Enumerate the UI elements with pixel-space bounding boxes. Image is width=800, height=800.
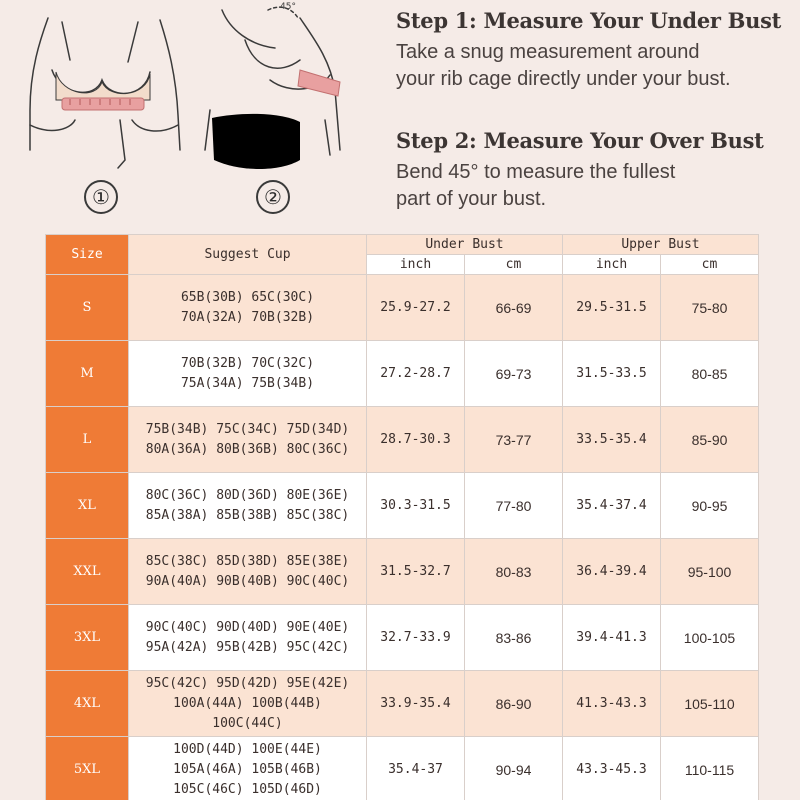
cup-line: 100C(44C) — [212, 715, 283, 731]
step-1-description-line: your rib cage directly under your bust. — [396, 68, 731, 90]
suggest-cup-cell — [129, 407, 367, 473]
upper-bust-inch: 43.3-45.3 — [563, 737, 661, 800]
cup-line: 90C(40C) 90D(40D) 90E(40E) — [145, 619, 350, 635]
cup-line: 70B(32B) 70C(32C) — [180, 355, 315, 371]
size-label: M — [46, 341, 129, 407]
header-under-bust: Under Bust — [367, 235, 563, 255]
step-1-description-line: Take a snug measurement around — [396, 41, 700, 63]
cup-line: 90A(40A) 90B(40B) 90C(40C) — [145, 573, 350, 589]
step-1-description — [396, 39, 796, 93]
table-row — [46, 275, 759, 341]
cup-line: 80A(36A) 80B(36B) 80C(36C) — [145, 441, 350, 457]
under-bust-cm: 69-73 — [465, 341, 563, 407]
cup-line: 65B(30B) 65C(30C) — [180, 289, 315, 305]
under-bust-inch: 31.5-32.7 — [367, 539, 465, 605]
suggest-cup-cell — [129, 539, 367, 605]
upper-bust-cm: 85-90 — [661, 407, 759, 473]
under-bust-cm: 73-77 — [465, 407, 563, 473]
under-bust-cm: 66-69 — [465, 275, 563, 341]
under-bust-cm: 77-80 — [465, 473, 563, 539]
cup-line: 95A(42A) 95B(42B) 95C(42C) — [145, 639, 350, 655]
upper-bust-cm: 100-105 — [661, 605, 759, 671]
cup-line: 80C(36C) 80D(36D) 80E(36E) — [145, 487, 350, 503]
table-row — [46, 341, 759, 407]
cup-line: 85C(38C) 85D(38D) 85E(38E) — [145, 553, 350, 569]
upper-bust-inch: 29.5-31.5 — [563, 275, 661, 341]
step-2-description-line: part of your bust. — [396, 188, 547, 210]
size-label: S — [46, 275, 129, 341]
cup-line: 100A(44A) 100B(44B) — [173, 695, 322, 711]
under-bust-cm: 80-83 — [465, 539, 563, 605]
under-bust-inch: 33.9-35.4 — [367, 671, 465, 737]
cup-line: 75A(34A) 75B(34B) — [180, 375, 315, 391]
header-upper-cm: cm — [661, 255, 759, 275]
header-upper-inch: inch — [563, 255, 661, 275]
under-bust-cm: 90-94 — [465, 737, 563, 800]
size-label: 3XL — [46, 605, 129, 671]
upper-bust-cm: 110-115 — [661, 737, 759, 800]
step-1-number: ① — [84, 180, 118, 214]
table-row — [46, 473, 759, 539]
cup-line: 85A(38A) 85B(38B) 85C(38C) — [145, 507, 350, 523]
header-under-cm: cm — [465, 255, 563, 275]
suggest-cup-cell — [129, 605, 367, 671]
table-row — [46, 605, 759, 671]
upper-bust-cm: 105-110 — [661, 671, 759, 737]
step-1-title: Step 1: Measure Your Under Bust — [396, 8, 781, 33]
step-2 — [396, 128, 796, 213]
header-upper-bust: Upper Bust — [563, 235, 759, 255]
under-bust-inch: 32.7-33.9 — [367, 605, 465, 671]
under-bust-cm: 86-90 — [465, 671, 563, 737]
measuring-figures-icon — [0, 0, 380, 232]
upper-bust-inch: 35.4-37.4 — [563, 473, 661, 539]
upper-bust-cm: 80-85 — [661, 341, 759, 407]
step-2-description — [396, 159, 796, 213]
header-under-inch: inch — [367, 255, 465, 275]
suggest-cup-cell — [129, 473, 367, 539]
under-bust-inch: 30.3-31.5 — [367, 473, 465, 539]
cup-line: 70A(32A) 70B(32B) — [180, 309, 315, 325]
under-bust-inch: 35.4-37 — [367, 737, 465, 800]
cup-line: 75B(34B) 75C(34C) 75D(34D) — [145, 421, 350, 437]
suggest-cup-cell — [129, 341, 367, 407]
table-row — [46, 539, 759, 605]
suggest-cup-cell — [129, 275, 367, 341]
cup-line: 105C(46C) 105D(46D) — [173, 781, 322, 797]
step-2-title: Step 2: Measure Your Over Bust — [396, 128, 764, 153]
suggest-cup-cell — [129, 737, 367, 800]
size-label: XL — [46, 473, 129, 539]
size-label: XXL — [46, 539, 129, 605]
suggest-cup-cell — [129, 671, 367, 737]
cup-line: 105A(46A) 105B(46B) — [173, 761, 322, 777]
upper-bust-inch: 36.4-39.4 — [563, 539, 661, 605]
header-suggest-cup: Suggest Cup — [129, 235, 367, 275]
size-label: 5XL — [46, 737, 129, 800]
upper-bust-inch: 31.5-33.5 — [563, 341, 661, 407]
under-bust-inch: 28.7-30.3 — [367, 407, 465, 473]
upper-bust-cm: 95-100 — [661, 539, 759, 605]
step-2-description-line: Bend 45° to measure the fullest — [396, 161, 676, 183]
measurement-illustrations — [0, 0, 380, 232]
upper-bust-cm: 90-95 — [661, 473, 759, 539]
upper-bust-cm: 75-80 — [661, 275, 759, 341]
upper-bust-inch: 41.3-43.3 — [563, 671, 661, 737]
table-row — [46, 407, 759, 473]
angle-label: 45° — [280, 2, 296, 12]
header-size: Size — [46, 235, 129, 275]
upper-bust-inch: 33.5-35.4 — [563, 407, 661, 473]
table-row — [46, 737, 759, 800]
under-bust-cm: 83-86 — [465, 605, 563, 671]
cup-line: 95C(42C) 95D(42D) 95E(42E) — [145, 675, 350, 691]
step-2-number: ② — [256, 180, 290, 214]
cup-line: 100D(44D) 100E(44E) — [173, 741, 322, 757]
size-chart-table — [45, 234, 759, 800]
under-bust-inch: 25.9-27.2 — [367, 275, 465, 341]
table-row — [46, 671, 759, 737]
size-label: L — [46, 407, 129, 473]
under-bust-inch: 27.2-28.7 — [367, 341, 465, 407]
step-1 — [396, 8, 796, 93]
size-label: 4XL — [46, 671, 129, 737]
upper-bust-inch: 39.4-41.3 — [563, 605, 661, 671]
